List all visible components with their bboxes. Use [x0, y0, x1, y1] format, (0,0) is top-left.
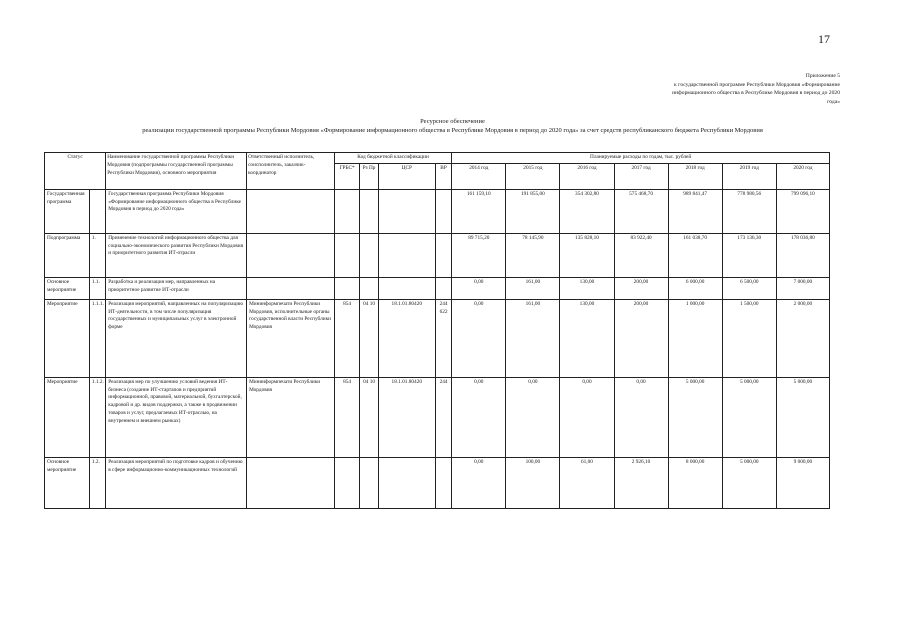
cell-value: 161,00: [506, 299, 560, 377]
cell-value: 778 980,56: [722, 189, 776, 233]
appendix-line: года»: [827, 98, 840, 105]
cell-rz: 04 10: [360, 299, 378, 377]
cell-value: 6 000,00: [668, 277, 722, 299]
cell-rz: 04 10: [360, 377, 378, 457]
table-row: [45, 377, 830, 457]
cell-value: 7 000,00: [776, 277, 829, 299]
cell-grbs: [334, 457, 360, 508]
cell-value: 173 136,30: [722, 233, 776, 277]
cell-csr: [378, 233, 435, 277]
table-row: [45, 233, 830, 277]
cell-value: 8 000,00: [668, 457, 722, 508]
cell-value: 0,00: [560, 377, 614, 457]
cell-value: 2 926,10: [614, 457, 668, 508]
cell-status: Государственная программа: [45, 189, 90, 233]
header-csr: ЦСР: [378, 163, 435, 189]
document-title: [40, 117, 865, 135]
cell-executor: [247, 457, 335, 508]
table-row: [45, 299, 830, 377]
header-budget-class: Код бюджетной классификации: [334, 153, 451, 164]
cell-status: Подпрограмма: [45, 233, 90, 277]
cell-vr: [435, 277, 451, 299]
cell-vr: [435, 457, 451, 508]
cell-value: 354 302,80: [560, 189, 614, 233]
cell-value: 83 922,40: [614, 233, 668, 277]
cell-value: 575 468,70: [614, 189, 668, 233]
cell-value: 61,00: [560, 457, 614, 508]
cell-grbs: 854: [334, 299, 360, 377]
cell-status: Мероприятие: [45, 377, 90, 457]
cell-executor: Мининформпечати Республики Мордовия: [247, 377, 335, 457]
title-line: Ресурсное обеспечение: [420, 118, 485, 125]
cell-vr: [435, 189, 451, 233]
header-rz: Рз Пр: [360, 163, 378, 189]
cell-value: 130,00: [560, 299, 614, 377]
title-line: реализации государственной программы Республики Мордовия «Формирование информационного общества в Республике Мордовия в период до 2020 года» за счет средств республиканского бюджета Республики Мордовия: [142, 127, 763, 134]
cell-name: Реализация мероприятий по подготовке кадров и обучению в сфере информационно-коммуникационных технологий: [106, 457, 247, 508]
cell-value: 178 036,80: [776, 233, 829, 277]
cell-vr: 244: [435, 377, 451, 457]
appendix-line: Приложение 5: [805, 73, 840, 79]
cell-number: 1.2.: [89, 457, 105, 508]
cell-value: 135 828,10: [560, 233, 614, 277]
cell-value: 191 855,00: [506, 189, 560, 233]
cell-number: 1.1.1.: [89, 299, 105, 377]
cell-rz: [360, 189, 378, 233]
table-row: [45, 457, 830, 508]
cell-csr: [378, 189, 435, 233]
cell-status: Основное мероприятие: [45, 457, 90, 508]
cell-value: 1 000,00: [668, 299, 722, 377]
cell-number: 1.1.: [89, 277, 105, 299]
cell-vr: 244 622: [435, 299, 451, 377]
header-year: 2017 год: [614, 163, 668, 189]
cell-value: 161 159,10: [452, 189, 506, 233]
cell-value: 5 000,00: [776, 377, 829, 457]
table-row: [45, 277, 830, 299]
cell-value: 2 000,00: [776, 299, 829, 377]
cell-grbs: [334, 189, 360, 233]
cell-value: 0,00: [614, 377, 668, 457]
cell-vr: [435, 233, 451, 277]
cell-status: Мероприятие: [45, 299, 90, 377]
cell-value: 0,00: [452, 299, 506, 377]
cell-number: 1.1.2.: [89, 377, 105, 457]
cell-name: Государственная программа Республики Мордовия «Формирование информационного общества в Республике Мордовия в период до 2020 года»: [106, 189, 247, 233]
cell-value: 5 000,00: [668, 377, 722, 457]
table-row: [45, 189, 830, 233]
cell-value: 100,00: [506, 457, 560, 508]
cell-grbs: 854: [334, 377, 360, 457]
cell-value: 200,00: [614, 299, 668, 377]
cell-executor: [247, 233, 335, 277]
cell-name: Разработка и реализация мер, направленных на приоритетное развитие ИТ-отрасли: [106, 277, 247, 299]
header-vr: ВР: [435, 163, 451, 189]
cell-value: 5 000,00: [722, 377, 776, 457]
cell-name: Применение технологий информационного общества для социально-экономического развития Республики Мордовия и приоритетного развития ИТ-отрасли: [106, 233, 247, 277]
header-year: 2019 год: [722, 163, 776, 189]
header-executor: Ответственный исполнитель, соисполнитель, заказчик-координатор: [247, 153, 335, 190]
cell-csr: [378, 457, 435, 508]
header-year: 2014 год: [452, 163, 506, 189]
header-grbs: ГРБС*: [334, 163, 360, 189]
cell-value: 5 000,00: [722, 457, 776, 508]
cell-executor: [247, 189, 335, 233]
cell-name: Реализация мероприятий, направленных на популяризацию ИТ-деятельности, в том числе популяризация государственных и муниципальных услуг в электронной форме: [106, 299, 247, 377]
cell-name: Реализация мер по улучшению условий ведения ИТ-бизнеса (создание ИТ-стартапов и предприятий информационной, правовой, материальной, бухгалтерской, кадровой и др. видов поддержки, а также в продвижении товаров и услуг, предлагаемых ИТ-отраслью, на внутреннем и внешнем рынках): [106, 377, 247, 457]
cell-value: 0,00: [452, 457, 506, 508]
resource-table: [44, 152, 830, 509]
cell-grbs: [334, 277, 360, 299]
cell-number: 1.: [89, 233, 105, 277]
cell-csr: 18.1.01.80420: [378, 377, 435, 457]
cell-executor: [247, 277, 335, 299]
header-year: 2018 год: [668, 163, 722, 189]
cell-executor: Мининформпечати Республики Мордовия, исполнительные органы государственной власти Республики Мордовия: [247, 299, 335, 377]
header-planned: Планируемые расходы по годам, тыс. рублей: [452, 153, 830, 164]
appendix-line: к государственной программе Республики Мордовия «Формирование: [674, 81, 840, 88]
cell-number: [89, 189, 105, 233]
appendix-note: [600, 72, 840, 106]
cell-value: 0,00: [506, 377, 560, 457]
cell-rz: [360, 233, 378, 277]
header-status: Статус: [45, 153, 106, 190]
cell-value: 161 038,70: [668, 233, 722, 277]
header-year: 2016 год: [560, 163, 614, 189]
header-year: 2015 год: [506, 163, 560, 189]
cell-status: Основное мероприятие: [45, 277, 90, 299]
cell-value: 799 096,10: [776, 189, 829, 233]
cell-value: 0,00: [452, 377, 506, 457]
cell-value: 130,00: [560, 277, 614, 299]
cell-grbs: [334, 233, 360, 277]
cell-value: 161,00: [506, 277, 560, 299]
cell-value: 6 500,00: [722, 277, 776, 299]
appendix-line: информационного общества в Республике Мордовия в период до 2020: [672, 90, 840, 96]
cell-csr: [378, 277, 435, 299]
header-row: [45, 153, 830, 164]
cell-value: 89 715,20: [452, 233, 506, 277]
cell-value: 1 500,00: [722, 299, 776, 377]
cell-csr: 18.1.01.80420: [378, 299, 435, 377]
cell-value: 200,00: [614, 277, 668, 299]
cell-value: 0,00: [452, 277, 506, 299]
cell-rz: [360, 277, 378, 299]
header-name: Наименование государственной программы Республики Мордовия (подпрограммы государственной программы Республики Мордовия), основного мероприятия: [106, 153, 247, 190]
cell-value: 989 841,47: [668, 189, 722, 233]
cell-rz: [360, 457, 378, 508]
cell-value: 9 000,00: [776, 457, 829, 508]
page-number: 17: [818, 32, 830, 46]
cell-value: 78 145,90: [506, 233, 560, 277]
header-year: 2020 год: [776, 163, 829, 189]
